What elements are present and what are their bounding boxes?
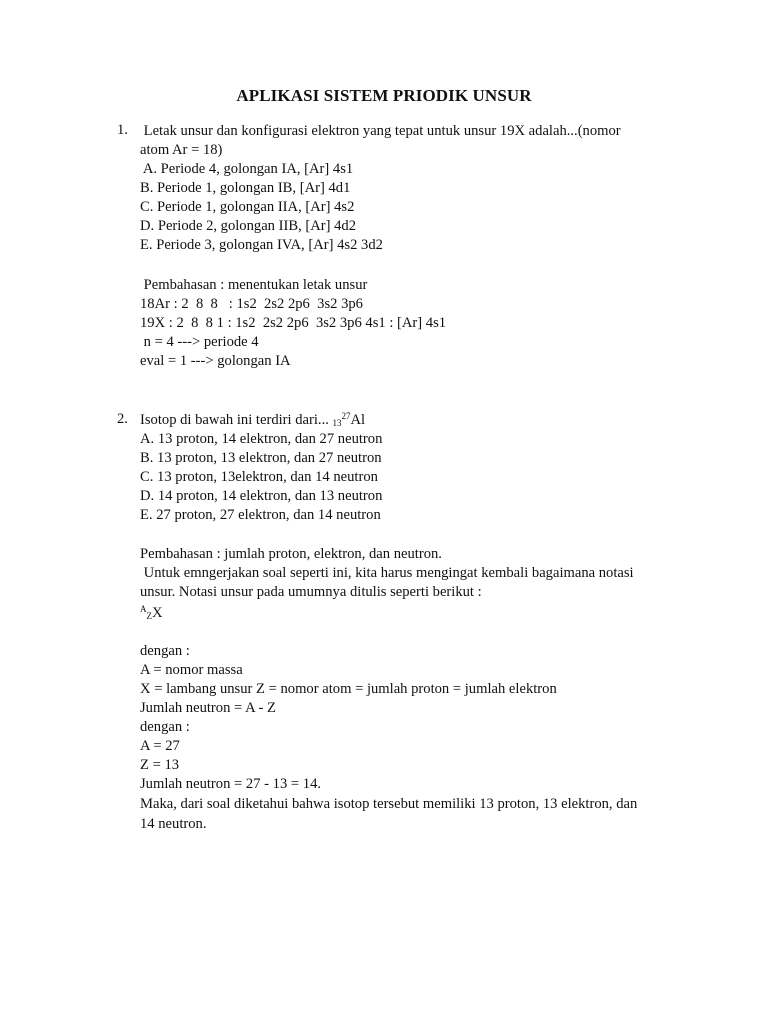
notation-atomic-number: Z: [146, 611, 152, 621]
question-1-text: Letak unsur dan konfigurasi elektron yang tepat untuk unsur 19X adalah...(nomor: [140, 123, 621, 139]
q2-option-d: D. 14 proton, 14 elektron, dan 13 neutron: [140, 488, 383, 504]
q1-option-d: D. Periode 2, golongan IIB, [Ar] 4d2: [140, 218, 357, 234]
element-notation: [140, 604, 163, 623]
q2-explanation-line: X = lambang unsur Z = nomor atom = jumlah proton = jumlah elektron: [140, 681, 557, 697]
notation-mass-number: A: [140, 604, 147, 614]
question-2-text: [140, 411, 365, 430]
q1-option-e: E. Periode 3, golongan IVA, [Ar] 4s2 3d2: [140, 237, 383, 253]
question-2-stem: Isotop di bawah ini terdiri dari...: [140, 412, 333, 428]
q1-explanation-line: n = 4 ---> periode 4: [140, 334, 259, 350]
q2-explanation-line: Jumlah neutron = A - Z: [140, 700, 276, 716]
q2-option-e: E. 27 proton, 27 elektron, dan 14 neutron: [140, 507, 381, 523]
page-title: APLIKASI SISTEM PRIODIK UNSUR: [236, 86, 532, 105]
question-2-number: 2.: [117, 411, 128, 427]
q2-option-a: A. 13 proton, 14 elektron, dan 27 neutron: [140, 431, 383, 447]
q2-explanation-heading: Pembahasan : jumlah proton, elektron, dan neutron.: [140, 546, 442, 562]
q2-explanation-line: Maka, dari soal diketahui bahwa isotop tersebut memiliki 13 proton, 13 elektron, dan: [140, 796, 638, 812]
q2-explanation-line: dengan :: [140, 719, 190, 735]
q2-explanation-line: 14 neutron.: [140, 816, 207, 832]
q2-option-b: B. 13 proton, 13 elektron, dan 27 neutron: [140, 450, 382, 466]
q1-explanation-line: 18Ar : 2 8 8 : 1s2 2s2 2p6 3s2 3p6: [140, 296, 363, 312]
q1-explanation-heading: Pembahasan : menentukan letak unsur: [140, 277, 368, 293]
q2-explanation-line: unsur. Notasi unsur pada umumnya ditulis seperti berikut :: [140, 584, 482, 600]
isotope-symbol: Al: [350, 412, 366, 428]
q1-explanation-line: eval = 1 ---> golongan IA: [140, 353, 291, 369]
question-1-text-cont: atom Ar = 18): [140, 142, 223, 158]
q2-explanation-line: dengan :: [140, 643, 190, 659]
q2-explanation-line: Untuk emngerjakan soal seperti ini, kita harus mengingat kembali bagaimana notasi: [140, 565, 634, 581]
isotope-mass-number: 27: [341, 411, 351, 421]
q1-option-a: A. Periode 4, golongan IA, [Ar] 4s1: [140, 161, 354, 177]
q2-explanation-line: Jumlah neutron = 27 - 13 = 14.: [140, 776, 322, 792]
q1-option-b: B. Periode 1, golongan IB, [Ar] 4d1: [140, 180, 351, 196]
q2-explanation-line: A = 27: [140, 738, 180, 754]
q1-explanation-line: 19X : 2 8 8 1 : 1s2 2s2 2p6 3s2 3p6 4s1 : [Ar] 4s1: [140, 315, 447, 331]
isotope-atomic-number: 13: [332, 418, 342, 428]
q2-explanation-line: A = nomor massa: [140, 662, 243, 678]
q1-option-c: C. Periode 1, golongan IIA, [Ar] 4s2: [140, 199, 355, 215]
notation-symbol: X: [152, 605, 163, 621]
q2-explanation-line: Z = 13: [140, 757, 180, 773]
q2-option-c: C. 13 proton, 13elektron, dan 14 neutron: [140, 469, 378, 485]
question-1-number: 1.: [117, 122, 128, 138]
